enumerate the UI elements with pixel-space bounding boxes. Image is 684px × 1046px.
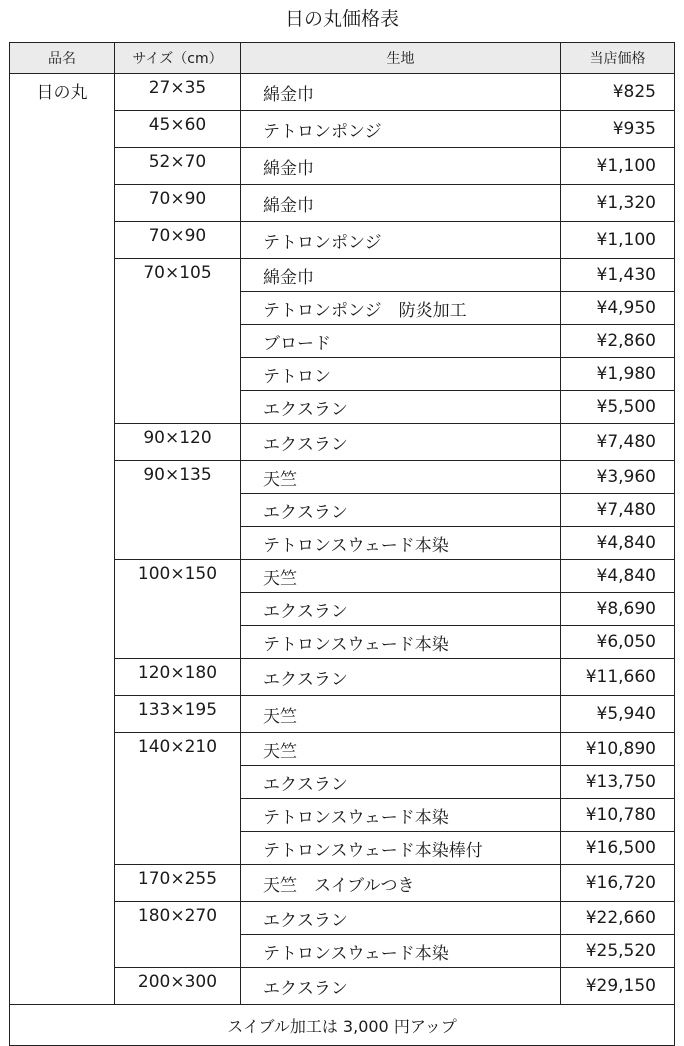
price-cell: ¥10,890 [561, 733, 675, 766]
table-body [10, 74, 675, 1005]
footer-note: スイブル加工は 3,000 円アップ [10, 1005, 675, 1046]
price-cell: ¥22,660 [561, 902, 675, 935]
material-cell: テトロンポンジ 防炎加工 [241, 292, 561, 325]
price-cell: ¥5,940 [561, 696, 675, 733]
size-cell: 200×300 [115, 968, 241, 1005]
product-name-cell: 日の丸 [10, 74, 115, 1005]
material-cell: テトロンスウェード本染 [241, 527, 561, 560]
size-cell: 170×255 [115, 865, 241, 902]
material-cell: エクスラン [241, 902, 561, 935]
price-cell: ¥5,500 [561, 391, 675, 424]
material-cell: テトロンスウェード本染 [241, 799, 561, 832]
header-row [10, 43, 675, 74]
material-cell: 綿金巾 [241, 74, 561, 111]
material-cell: 綿金巾 [241, 148, 561, 185]
price-table [9, 42, 675, 1046]
size-cell: 27×35 [115, 74, 241, 111]
price-cell: ¥2,860 [561, 325, 675, 358]
material-cell: テトロンスウェード本染棒付 [241, 832, 561, 865]
price-cell: ¥825 [561, 74, 675, 111]
header-name: 品名 [10, 43, 115, 74]
material-cell: テトロンポンジ [241, 222, 561, 259]
material-cell: 綿金巾 [241, 185, 561, 222]
material-cell: エクスラン [241, 766, 561, 799]
material-cell: 天竺 [241, 560, 561, 593]
table-row [10, 74, 675, 111]
header-price: 当店価格 [561, 43, 675, 74]
price-cell: ¥25,520 [561, 935, 675, 968]
price-cell: ¥1,320 [561, 185, 675, 222]
page-title: 日の丸価格表 [284, 8, 399, 30]
material-cell: エクスラン [241, 968, 561, 1005]
material-cell: エクスラン [241, 593, 561, 626]
price-cell: ¥1,430 [561, 259, 675, 292]
material-cell: エクスラン [241, 424, 561, 461]
price-cell: ¥16,500 [561, 832, 675, 865]
price-cell: ¥4,950 [561, 292, 675, 325]
table-header [10, 43, 675, 74]
table-footer [10, 1005, 675, 1046]
price-cell: ¥7,480 [561, 424, 675, 461]
header-size: サイズ（cm） [115, 43, 241, 74]
header-material: 生地 [241, 43, 561, 74]
material-cell: 天竺 [241, 696, 561, 733]
size-cell: 100×150 [115, 560, 241, 659]
price-cell: ¥4,840 [561, 527, 675, 560]
size-cell: 45×60 [115, 111, 241, 148]
material-cell: エクスラン [241, 659, 561, 696]
material-cell: 綿金巾 [241, 259, 561, 292]
size-cell: 90×120 [115, 424, 241, 461]
material-cell: テトロンポンジ [241, 111, 561, 148]
size-cell: 140×210 [115, 733, 241, 865]
price-cell: ¥3,960 [561, 461, 675, 494]
material-cell: 天竺 [241, 733, 561, 766]
price-cell: ¥4,840 [561, 560, 675, 593]
price-cell: ¥935 [561, 111, 675, 148]
material-cell: 天竺 スイブルつき [241, 865, 561, 902]
price-cell: ¥10,780 [561, 799, 675, 832]
price-cell: ¥29,150 [561, 968, 675, 1005]
material-cell: ブロード [241, 325, 561, 358]
material-cell: テトロンスウェード本染 [241, 935, 561, 968]
footer-row [10, 1005, 675, 1046]
material-cell: エクスラン [241, 391, 561, 424]
size-cell: 133×195 [115, 696, 241, 733]
price-cell: ¥1,100 [561, 222, 675, 259]
size-cell: 120×180 [115, 659, 241, 696]
size-cell: 180×270 [115, 902, 241, 968]
price-cell: ¥1,980 [561, 358, 675, 391]
price-cell: ¥13,750 [561, 766, 675, 799]
price-cell: ¥11,660 [561, 659, 675, 696]
material-cell: テトロンスウェード本染 [241, 626, 561, 659]
material-cell: 天竺 [241, 461, 561, 494]
price-cell: ¥6,050 [561, 626, 675, 659]
material-cell: エクスラン [241, 494, 561, 527]
price-cell: ¥7,480 [561, 494, 675, 527]
size-cell: 70×105 [115, 259, 241, 424]
size-cell: 52×70 [115, 148, 241, 185]
price-cell: ¥8,690 [561, 593, 675, 626]
price-cell: ¥16,720 [561, 865, 675, 902]
price-cell: ¥1,100 [561, 148, 675, 185]
size-cell: 90×135 [115, 461, 241, 560]
size-cell: 70×90 [115, 185, 241, 222]
size-cell: 70×90 [115, 222, 241, 259]
material-cell: テトロン [241, 358, 561, 391]
